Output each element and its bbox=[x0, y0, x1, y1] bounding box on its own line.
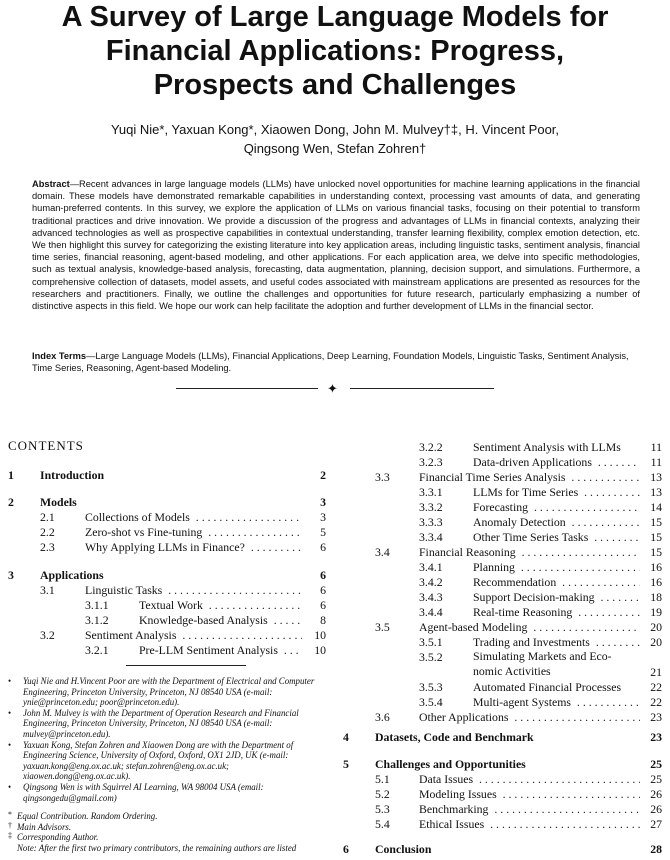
toc-title-text: Financial Time Series Analysis bbox=[419, 470, 568, 484]
toc-number: 3.6 bbox=[375, 710, 390, 724]
toc-number: 3.4.2 bbox=[419, 575, 443, 589]
toc-number: 3.1.1 bbox=[85, 598, 109, 612]
toc-subsubsection[interactable] bbox=[367, 679, 662, 695]
toc-title-text: Agent-based Modeling bbox=[419, 620, 530, 634]
toc-title-text: Pre-LLM Sentiment Analysis bbox=[139, 643, 281, 657]
toc-title bbox=[473, 589, 640, 605]
toc-title-text: Textual Work bbox=[139, 598, 206, 612]
toc-title bbox=[473, 529, 640, 545]
toc-title bbox=[85, 627, 302, 643]
toc-number: 3.5.3 bbox=[419, 680, 443, 694]
divider-line-left bbox=[176, 388, 318, 389]
toc-title-text: Anomaly Detection bbox=[473, 515, 569, 529]
toc-subsubsection[interactable] bbox=[367, 514, 662, 530]
toc-page: 25 bbox=[650, 772, 662, 786]
toc-title-text: Trading and Investments bbox=[473, 635, 593, 649]
toc-section[interactable] bbox=[343, 729, 662, 745]
toc-title bbox=[473, 454, 640, 470]
toc-subsection[interactable] bbox=[367, 469, 662, 485]
toc-page: 20 bbox=[650, 635, 662, 649]
toc-subsection[interactable] bbox=[367, 801, 662, 817]
index-terms-label: Index Terms bbox=[32, 351, 87, 361]
toc-subsubsection[interactable] bbox=[367, 439, 662, 455]
toc-page: 13 bbox=[650, 470, 662, 484]
toc-page: 20 bbox=[650, 620, 662, 634]
toc-title bbox=[85, 582, 302, 598]
bullet-icon: • bbox=[8, 707, 12, 718]
toc-number: 3.2.1 bbox=[85, 643, 109, 657]
toc-page: 26 bbox=[650, 802, 662, 816]
toc-page: 10 bbox=[314, 628, 326, 642]
toc-number: 2.3 bbox=[40, 540, 55, 554]
toc-number: 3.2.3 bbox=[419, 455, 443, 469]
toc-section[interactable] bbox=[8, 494, 326, 510]
toc-title-text: Benchmarking bbox=[419, 802, 491, 816]
footnote-symbol: ‡ bbox=[8, 831, 12, 841]
toc-subsubsection[interactable] bbox=[367, 604, 662, 620]
toc-subsubsection[interactable] bbox=[8, 597, 326, 613]
title-line: A Survey of Large Language Models for bbox=[61, 1, 609, 33]
toc-number: 6 bbox=[343, 842, 349, 856]
toc-title-text: Sentiment Analysis bbox=[85, 628, 179, 642]
abstract-label: Abstract bbox=[32, 179, 70, 189]
toc-title bbox=[40, 467, 326, 483]
toc-number: 2.1 bbox=[40, 510, 55, 524]
toc-title-text: Conclusion bbox=[375, 842, 434, 856]
toc-title-text: Zero-shot vs Fine-tuning bbox=[85, 525, 205, 539]
toc-subsection[interactable] bbox=[8, 627, 326, 643]
footnote-mark bbox=[8, 832, 326, 843]
toc-page: 19 bbox=[650, 605, 662, 619]
toc-title-text: Modeling Issues bbox=[419, 787, 500, 801]
toc-title-text: Introduction bbox=[40, 468, 107, 482]
footnote-mark bbox=[8, 811, 326, 822]
toc-subsubsection[interactable] bbox=[367, 574, 662, 590]
toc-title-text: Models bbox=[40, 495, 80, 509]
toc-page: 6 bbox=[320, 583, 326, 597]
toc-number: 5.1 bbox=[375, 772, 390, 786]
toc-title bbox=[473, 694, 640, 710]
toc-subsubsection[interactable] bbox=[367, 589, 662, 605]
toc-number: 3.3.3 bbox=[419, 515, 443, 529]
toc-number: 3.2 bbox=[40, 628, 55, 642]
toc-page: 16 bbox=[650, 560, 662, 574]
toc-title-text: Automated Financial Processes bbox=[473, 680, 624, 694]
toc-title bbox=[473, 439, 640, 455]
toc-number: 2.2 bbox=[40, 525, 55, 539]
toc-title bbox=[85, 509, 302, 525]
toc-title-text: Other Time Series Tasks bbox=[473, 530, 591, 544]
toc-title bbox=[40, 567, 326, 583]
toc-number: 3.4.3 bbox=[419, 590, 443, 604]
toc-title bbox=[419, 619, 640, 635]
paper-title bbox=[0, 0, 670, 102]
toc-title-text: Ethical Issues bbox=[419, 817, 487, 831]
toc-page: 13 bbox=[650, 485, 662, 499]
footnote-text: Qingsong Wen is with Squirrel AI Learning, WA 98004 USA (email: qingsongedu@gmail.com) bbox=[23, 781, 264, 803]
toc-title-text: Challenges and Opportunities bbox=[375, 757, 529, 771]
abstract-text: —Recent advances in large language models (LLMs) have unlocked novel opportunities for machine learning applications in the financial domain. These models have demonstrated remarkable capabilities in understanding context, processing vast amounts of data, and generating human-preferred contents. In this survey, we explore the application of LLMs on various financial tasks, focusing on their potential to transform traditional practices and drive innovation. We provide a discussion of the progress and advantages of LLMs in financial contexts, analyzing their advanced technologies as well as prospective capabilities in contextual understanding, transfer learning flexibility, complex emotion detection, etc. We then highlight this survey for categorizing the existing literature into key application areas, including linguistic tasks, sentiment analysis, financial time series, financial reasoning, agent-based modeling, and other applications. For each application area, we delve into specific methodologies, such as textual analysis, knowledge-based analysis, forecasting, data augmentation, planning, decision support, and simulations. Furthermore, a comprehensive collection of datasets, model assets, and useful codes associated with mainstream applications are presented as resources for the researchers and practitioners. Finally, we outline the challenges and opportunities for future research, particularly emphasizing a number of distinctive aspects in this field. We hope our work can help facilitate the adoption and further development of LLMs in the financial sector. bbox=[32, 179, 640, 312]
toc-title-text: Real-time Reasoning bbox=[473, 605, 575, 619]
toc-number: 3.4.1 bbox=[419, 560, 443, 574]
toc-title-text: Data-driven Applications bbox=[473, 455, 595, 469]
toc-number: 3.1 bbox=[40, 583, 55, 597]
toc-title bbox=[419, 816, 640, 832]
toc-page: 6 bbox=[320, 568, 326, 582]
bullet-icon: • bbox=[8, 676, 12, 686]
index-terms bbox=[32, 350, 640, 374]
footnote-mark-text: Equal Contribution. Random Ordering. bbox=[17, 811, 158, 822]
footnote-text: Yuqi Nie and H.Vincent Poor are with the Department of Electrical and Computer Engineering, Princeton University, Princeton, NJ 08540 USA (e-mail: ynie@princeton.edu; poor@princeton.edu). bbox=[23, 676, 315, 708]
footnote-affiliation bbox=[8, 676, 326, 708]
toc-page: 26 bbox=[650, 787, 662, 801]
toc-page: 25 bbox=[650, 757, 662, 771]
toc-number: 3.3 bbox=[375, 470, 390, 484]
toc-page: 11 bbox=[650, 455, 662, 469]
toc-page: 3 bbox=[320, 495, 326, 509]
toc-subsubsection[interactable] bbox=[367, 634, 662, 650]
toc-subsubsection[interactable] bbox=[367, 694, 662, 710]
toc-title-text: Sentiment Analysis with LLMs bbox=[473, 440, 624, 454]
toc-title bbox=[473, 574, 640, 590]
toc-page: 15 bbox=[650, 545, 662, 559]
toc-page: 22 bbox=[650, 680, 662, 694]
toc-number: 3.4 bbox=[375, 545, 390, 559]
toc-title bbox=[375, 756, 638, 772]
footnote-symbol: † bbox=[8, 820, 12, 830]
toc-number: 5 bbox=[343, 757, 349, 771]
toc-page: 11 bbox=[650, 440, 662, 454]
note-fragment-text: Note: After the first two primary contributors, the remaining authors are listed bbox=[17, 842, 297, 853]
toc-title bbox=[473, 484, 640, 500]
bullet-icon: • bbox=[8, 781, 12, 792]
toc-title bbox=[419, 709, 640, 725]
note-fragment bbox=[8, 843, 326, 854]
diamond-icon: ✦ bbox=[327, 381, 338, 396]
toc-title-text: Financial Reasoning bbox=[419, 545, 519, 559]
toc-subsection[interactable] bbox=[367, 816, 662, 832]
toc-title-text: Linguistic Tasks bbox=[85, 583, 165, 597]
toc-title bbox=[139, 612, 302, 628]
footnote-mark-text: Main Advisors. bbox=[17, 821, 72, 832]
toc-title-text: Multi-agent Systems bbox=[473, 695, 574, 709]
toc-subsection[interactable] bbox=[367, 544, 662, 560]
toc-title bbox=[473, 634, 640, 650]
toc-subsubsection[interactable] bbox=[367, 499, 662, 515]
toc-subsection[interactable] bbox=[8, 524, 326, 540]
author-line: Qingsong Wen, Stefan Zohren† bbox=[243, 141, 427, 156]
toc-title-text: Other Applications bbox=[419, 710, 511, 724]
toc-section[interactable] bbox=[343, 756, 662, 772]
toc-title-text: Forecasting bbox=[473, 500, 531, 514]
bullet-icon: • bbox=[8, 739, 12, 750]
toc-page: 22 bbox=[650, 695, 662, 709]
toc-title bbox=[419, 786, 640, 802]
toc-number: 3.3.1 bbox=[419, 485, 443, 499]
contents-heading: CONTENTS bbox=[8, 438, 84, 453]
toc-page: 8 bbox=[320, 613, 326, 627]
author-list bbox=[0, 120, 670, 158]
toc-title-line: Simulating Markets and Eco- bbox=[473, 649, 612, 663]
footnote-text: Yaxuan Kong, Stefan Zohren and Xiaowen Dong are with the Department of Engineering Science, University of Oxford, Oxford, OX1 2JD, UK (e-mail: yaxuan.kong@eng.ox.ac.uk; stefan.zohren@eng.ox.ac.uk; xiaowen.dong@eng.ox.ac.uk). bbox=[23, 739, 294, 782]
toc-number: 3.3.4 bbox=[419, 530, 443, 544]
toc-title bbox=[419, 469, 640, 485]
toc-number: 3.5.1 bbox=[419, 635, 443, 649]
toc-title-text: Support Decision-making bbox=[473, 590, 598, 604]
divider-line-right bbox=[350, 388, 494, 389]
toc-title bbox=[419, 801, 640, 817]
toc-subsubsection[interactable] bbox=[8, 642, 326, 658]
toc-number: 5.2 bbox=[375, 787, 390, 801]
toc-subsubsection[interactable] bbox=[367, 454, 662, 470]
toc-title-line: nomic Activities bbox=[473, 664, 640, 679]
toc-number: 3.1.2 bbox=[85, 613, 109, 627]
toc-number: 3.5.4 bbox=[419, 695, 443, 709]
toc-page: 10 bbox=[314, 643, 326, 657]
toc-page: 6 bbox=[320, 598, 326, 612]
toc-title-text: Why Applying LLMs in Finance? bbox=[85, 540, 248, 554]
footnote-mark-text: Corresponding Author. bbox=[17, 832, 99, 843]
toc-title bbox=[473, 649, 640, 680]
toc-page: 16 bbox=[650, 575, 662, 589]
title-line: Prospects and Challenges bbox=[153, 69, 517, 101]
footnote-affiliation bbox=[8, 708, 326, 740]
toc-number: 3.5 bbox=[375, 620, 390, 634]
footnote-affiliation bbox=[8, 782, 326, 803]
toc-title bbox=[375, 841, 638, 857]
toc-title bbox=[473, 499, 640, 515]
toc-subsubsection[interactable] bbox=[8, 612, 326, 628]
toc-subsubsection[interactable] bbox=[367, 559, 662, 575]
toc-section[interactable] bbox=[343, 841, 662, 857]
section-divider bbox=[0, 382, 670, 396]
toc-title bbox=[40, 494, 326, 510]
toc-page: 2 bbox=[320, 468, 326, 482]
toc-number: 4 bbox=[343, 730, 349, 744]
toc-page: 14 bbox=[650, 500, 662, 514]
toc-subsection[interactable] bbox=[367, 771, 662, 787]
toc-subsubsection[interactable] bbox=[367, 529, 662, 545]
toc-page: 15 bbox=[650, 515, 662, 529]
toc-number: 5.3 bbox=[375, 802, 390, 816]
toc-subsection[interactable] bbox=[8, 509, 326, 525]
toc-title bbox=[473, 604, 640, 620]
footnote-rule bbox=[126, 665, 246, 666]
toc-title bbox=[85, 524, 302, 540]
toc-title-text: Data Issues bbox=[419, 772, 476, 786]
toc-number: 3 bbox=[8, 568, 14, 582]
toc-section[interactable] bbox=[8, 567, 326, 583]
toc-title-text: Applications bbox=[40, 568, 107, 582]
toc-title bbox=[473, 559, 640, 575]
toc-number: 3.3.2 bbox=[419, 500, 443, 514]
toc-title-text: Datasets, Code and Benchmark bbox=[375, 730, 537, 744]
toc-page: 28 bbox=[650, 842, 662, 856]
toc-title bbox=[139, 642, 302, 658]
toc-page: 27 bbox=[650, 817, 662, 831]
toc-title bbox=[473, 514, 640, 530]
toc-subsubsection[interactable] bbox=[367, 484, 662, 500]
toc-page: 5 bbox=[320, 525, 326, 539]
toc-page: 3 bbox=[320, 510, 326, 524]
toc-number: 3.2.2 bbox=[419, 440, 443, 454]
toc-title-text: LLMs for Time Series bbox=[473, 485, 581, 499]
toc-subsection[interactable] bbox=[8, 539, 326, 555]
abstract bbox=[32, 178, 640, 312]
toc-number: 1 bbox=[8, 468, 14, 482]
toc-subsection[interactable] bbox=[8, 582, 326, 598]
footnote-text: John M. Mulvey is with the Department of Operation Research and Financial Engineering, Princeton University, Princeton, NJ 08540 USA (e-mail: mulvey@princeton.edu). bbox=[23, 707, 299, 739]
toc-title-text: Recommendation bbox=[473, 575, 559, 589]
toc-page: 15 bbox=[650, 530, 662, 544]
toc-title bbox=[419, 544, 640, 560]
toc-page: 6 bbox=[320, 540, 326, 554]
toc-number: 3.5.2 bbox=[419, 650, 443, 664]
footnote-affiliation bbox=[8, 740, 326, 782]
toc-section[interactable] bbox=[8, 467, 326, 483]
footnote-symbol: * bbox=[8, 810, 12, 820]
author-line: Yuqi Nie*, Yaxuan Kong*, Xiaowen Dong, John M. Mulvey†‡, H. Vincent Poor, bbox=[110, 122, 560, 137]
toc-page: 21 bbox=[650, 665, 662, 679]
toc-number: 2 bbox=[8, 495, 14, 509]
toc-title bbox=[85, 539, 302, 555]
toc-number: 3.4.4 bbox=[419, 605, 443, 619]
toc-page: 23 bbox=[650, 730, 662, 744]
toc-subsection[interactable] bbox=[367, 619, 662, 635]
footnotes bbox=[8, 676, 326, 854]
toc-title bbox=[473, 679, 640, 695]
toc-subsection[interactable] bbox=[367, 786, 662, 802]
toc-subsection[interactable] bbox=[367, 709, 662, 725]
toc-subsubsection[interactable] bbox=[367, 649, 662, 680]
toc-title bbox=[139, 597, 302, 613]
footnote-mark bbox=[8, 822, 326, 833]
toc-title bbox=[375, 729, 638, 745]
toc-page: 23 bbox=[650, 710, 662, 724]
index-terms-text: —Large Language Models (LLMs), Financial Applications, Deep Learning, Foundation Models, Linguistic Tasks, Sentiment Analysis, Time Series, Reasoning, Agent-based Modeling. bbox=[32, 351, 629, 374]
toc-title-text: Planning bbox=[473, 560, 518, 574]
toc-title-text: Collections of Models bbox=[85, 510, 193, 524]
toc-title-text: Knowledge-based Analysis bbox=[139, 613, 271, 627]
title-line: Financial Applications: Progress, bbox=[105, 35, 565, 67]
toc-title bbox=[419, 771, 640, 787]
toc-number: 5.4 bbox=[375, 817, 390, 831]
toc-page: 18 bbox=[650, 590, 662, 604]
